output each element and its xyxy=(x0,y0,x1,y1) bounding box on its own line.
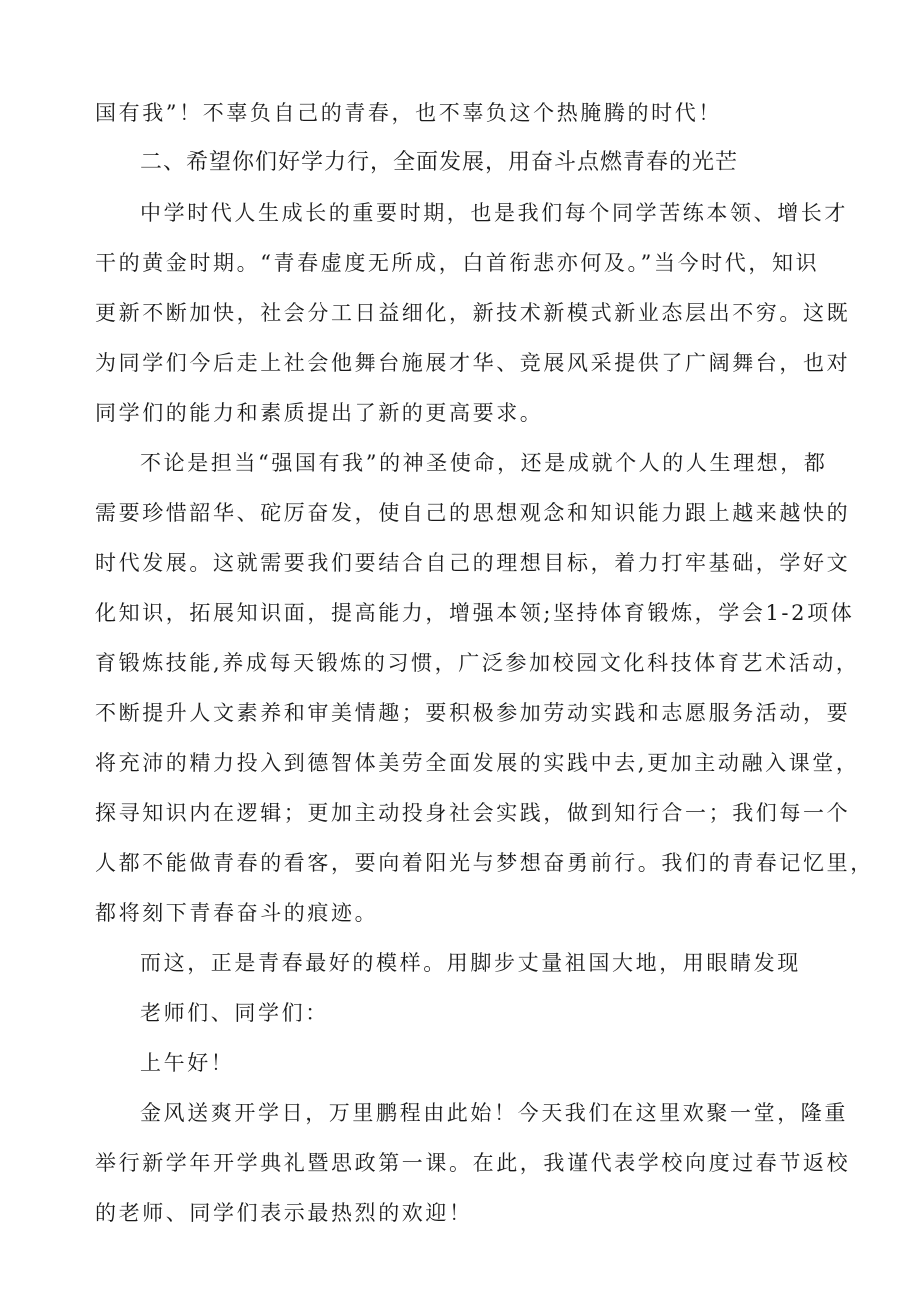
text-line-8: 不论是担当“强国有我”的神圣使命，还是成就个人的人生理想，都 xyxy=(140,451,828,475)
text-line-3: 中学时代人生成长的重要时期，也是我们每个同学苦练本领、增长才 xyxy=(140,201,848,225)
text-line-5: 更新不断加快，社会分工日益细化，新技术新模式新业态层出不穷。这既 xyxy=(95,301,851,325)
text-line-21: 金风送爽开学日，万里鹏程由此始！今天我们在这里欢聚一堂，隆重 xyxy=(140,1101,848,1125)
text-line-12: 育锻炼技能,养成每天锻炼的习惯，广泛参加校园文化科技体育艺术活动， xyxy=(95,651,860,675)
text-line-15: 探寻知识内在逻辑；更加主动投身社会实践，做到知行合一；我们每一个 xyxy=(95,801,851,825)
text-line-9: 需要珍惜韶华、砣厉奋发，使自己的思想观念和知识能力跟上越来越快的 xyxy=(95,501,851,525)
text-line-17: 都将刻下青春奋斗的痕迹。 xyxy=(95,901,379,925)
text-line-16: 人都不能做青春的看客，要向着阳光与梦想奋勇前行。我们的青春记忆里， xyxy=(95,851,874,875)
text-line-14: 将充沛的精力投入到德智体美劳全面发展的实践中去,更加主动融入课堂， xyxy=(95,751,860,775)
text-line-18: 而这，正是青春最好的模样。用脚步丈量祖国大地，用眼睛发现 xyxy=(140,951,801,975)
text-line-13: 不断提升人文素养和审美情趣；要积极参加劳动实践和志愿服务活动，要 xyxy=(95,701,851,725)
text-line-4: 干的黄金时期。“青春虚度无所成，白首衔悲亦何及。”当今时代，知识 xyxy=(95,251,820,275)
text-line-11: 化知识，拓展知识面，提高能力，增强本领;坚持体育锻炼，学会1-2项体 xyxy=(95,601,855,625)
salutation: 老师们、同学们： xyxy=(140,1001,329,1025)
text-line-10: 时代发展。这就需要我们要结合自己的理想目标，着力打牢基础，学好文 xyxy=(95,551,851,575)
text-line-7: 同学们的能力和素质提出了新的更高要求。 xyxy=(95,401,544,425)
text-line-6: 为同学们今后走上社会他舞台施展才华、竞展风采提供了广阔舞台，也对 xyxy=(95,351,851,375)
text-line-1: 国有我”！不辜负自己的青春，也不辜负这个热腌腾的时代！ xyxy=(95,101,722,125)
text-line-23: 的老师、同学们表示最热烈的欢迎！ xyxy=(95,1201,473,1225)
section-heading: 二、希望你们好学力行，全面发展，用奋斗点燃青春的光芒 xyxy=(140,150,739,175)
greeting: 上午好！ xyxy=(140,1051,235,1075)
text-line-22: 举行新学年开学典礼暨思政第一课。在此，我谨代表学校向度过春节返校 xyxy=(95,1151,851,1175)
